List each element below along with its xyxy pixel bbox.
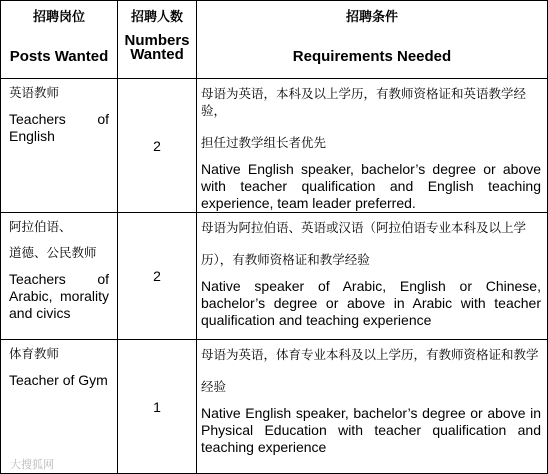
post-zh: 阿拉伯语、 [9, 219, 72, 234]
post-en: Teachers of Arabic, morality and civics [9, 271, 109, 321]
requirement-zh-line2: 历），有教师资格证和教学经验 [201, 252, 370, 267]
requirement-zh-line1: 母语为英语，体育专业本科及以上学历，有教师资格证和教学 [201, 347, 539, 362]
requirement-en: Native English speaker, bachelor’s degree or above in Physical Education with teacher qualification and teaching experience [201, 405, 541, 455]
post-zh: 体育教师 [9, 346, 60, 361]
post-zh-line2: 道德、公民教师 [9, 245, 97, 260]
requirement-zh [201, 346, 541, 395]
post-zh: 英语教师 [9, 85, 60, 100]
post-en: Teachers of English [9, 111, 109, 144]
post-en: Teacher of Gym [9, 372, 108, 388]
requirement-en: Native speaker of Arabic, English or Chinese, bachelor’s degree or above in Arabic with teacher qualification and teaching experience [201, 278, 541, 328]
requirement-zh-line2: 经验 [201, 379, 227, 394]
requirement-en: Native English speaker, bachelor’s degree or above with teacher qualification and English teaching experience, team leader preferred. [201, 161, 541, 211]
requirement-zh [201, 219, 541, 268]
number-cell: 2 [118, 213, 197, 340]
header-requirements-en: Requirements Needed [292, 48, 452, 65]
post-cell [1, 79, 118, 213]
number-cell: 1 [118, 340, 197, 474]
requirement-cell [197, 340, 548, 474]
number-cell: 2 [118, 79, 197, 213]
table-row [1, 340, 548, 474]
header-row [1, 1, 548, 79]
requirement-cell [197, 213, 548, 340]
table-row [1, 213, 548, 340]
header-numbers [118, 1, 197, 79]
requirement-zh-line1: 母语为阿拉伯语、英语或汉语（阿拉伯语专业本科及以上学 [201, 220, 527, 235]
table-row [1, 79, 548, 213]
watermark: 大搜狐网 [10, 458, 54, 471]
header-numbers-en: Numbers Wanted [124, 32, 190, 63]
post-cell [1, 213, 118, 340]
header-requirements-zh: 招聘条件 [345, 10, 398, 25]
requirement-zh-line2: 担任过教学组长者优先 [201, 135, 327, 150]
header-posts [1, 1, 118, 79]
requirement-zh [201, 85, 541, 151]
header-posts-zh: 招聘岗位 [32, 10, 85, 25]
requirement-zh-line1: 母语为英语，本科及以上学历，有教师资格证和英语教学经验， [201, 86, 527, 118]
post-cell [1, 340, 118, 474]
header-posts-en: Posts Wanted [9, 48, 109, 65]
requirement-cell [197, 79, 548, 213]
header-requirements [197, 1, 548, 79]
header-numbers-zh: 招聘人数 [130, 10, 183, 25]
